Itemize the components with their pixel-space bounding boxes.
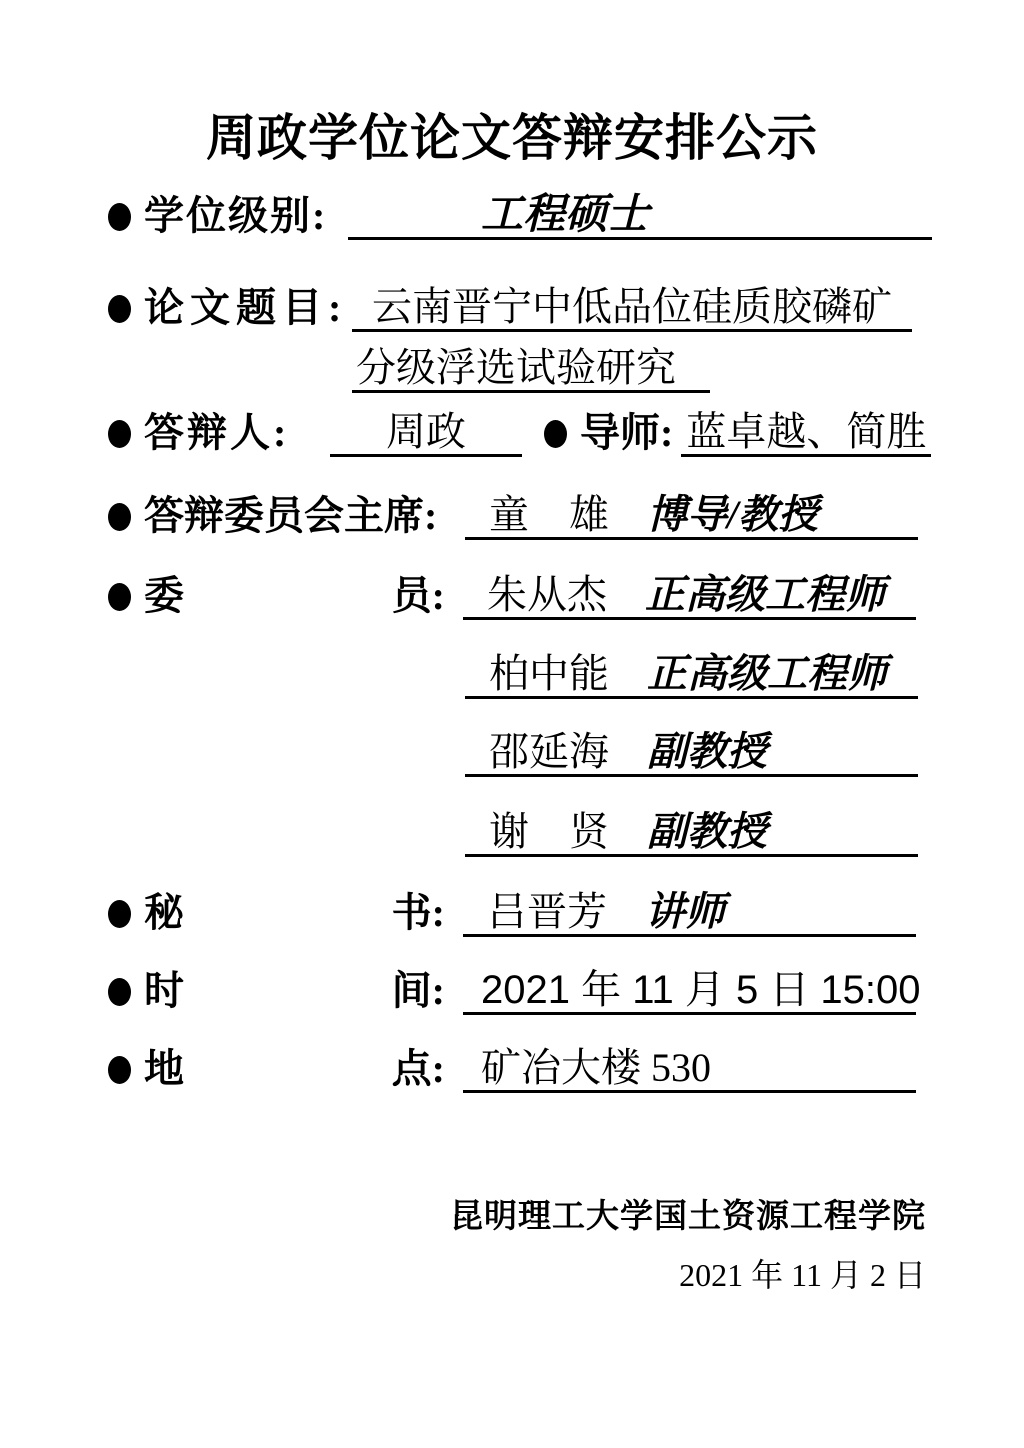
bullet-icon (108, 503, 131, 531)
bullet-icon (544, 420, 567, 448)
venue-label (144, 1045, 445, 1093)
field-thesis-title-continuation (352, 341, 710, 393)
degree-level-label: 学位级别: (144, 193, 328, 238)
committee-member-row (465, 805, 918, 857)
defender-value: 周政 (330, 405, 522, 457)
member-title: 副教授 (647, 729, 767, 774)
degree-level-value: 工程硕士 (348, 188, 932, 240)
field-time (108, 963, 921, 1015)
bullet-icon (108, 900, 131, 928)
secretary-name: 吕晋芳 (487, 889, 607, 934)
venue-label-first: 地 (144, 1046, 184, 1091)
committee-member-row (465, 647, 918, 699)
chair-name: 童 雄 (489, 492, 609, 537)
field-committee-member-2 (465, 647, 918, 699)
field-degree-level (108, 188, 932, 240)
field-committee-member-3 (465, 725, 918, 777)
member-title: 副教授 (647, 809, 767, 854)
field-committee-members (108, 568, 916, 620)
page-title: 周政学位论文答辩安排公示 (206, 110, 818, 166)
defender-label: 答辩人: (144, 410, 290, 455)
secretary-value (463, 885, 916, 937)
members-label-first: 委 (144, 573, 184, 618)
committee-members-label (144, 572, 445, 620)
thesis-title-line2: 分级浮选试验研究 (352, 341, 710, 393)
bullet-icon (108, 420, 131, 448)
secretary-label-first: 秘 (144, 890, 184, 935)
member-name: 朱从杰 (487, 572, 607, 617)
member-name: 柏中能 (489, 651, 609, 696)
thesis-title-line1: 云南晋宁中低品位硅质胶磷矿 (352, 280, 912, 332)
field-committee-chair (108, 488, 918, 540)
venue-value: 矿冶大楼 530 (463, 1041, 916, 1093)
thesis-title-label: 论文题目: (144, 285, 348, 330)
footer-date: 2021 年 11 月 2 日 (679, 1257, 926, 1293)
time-value: 2021 年 11 月 5 日 15:00 (463, 963, 916, 1015)
member-name: 谢 贤 (489, 809, 609, 854)
supervisor-label: 导师: (580, 410, 674, 455)
member-name: 邵延海 (489, 729, 609, 774)
secretary-label-last: 书: (391, 890, 445, 935)
committee-member-row (465, 725, 918, 777)
secretary-label (144, 889, 445, 937)
venue-label-last: 点: (391, 1046, 445, 1091)
bullet-icon (108, 1056, 131, 1084)
committee-member-row (463, 568, 916, 620)
field-thesis-title (108, 280, 912, 332)
supervisor-value: 蓝卓越、简胜 (681, 405, 931, 457)
bullet-icon (108, 295, 131, 323)
committee-chair-label: 答辩委员会主席: (144, 493, 438, 538)
time-label-first: 时 (144, 968, 184, 1013)
field-secretary (108, 885, 916, 937)
chair-title: 博导/教授 (647, 492, 819, 537)
footer-institution: 昆明理工大学国土资源工程学院 (450, 1199, 926, 1235)
time-label (144, 967, 445, 1015)
time-label-last: 间: (391, 968, 445, 1013)
secretary-title: 讲师 (645, 889, 725, 934)
field-venue (108, 1041, 916, 1093)
bullet-icon (108, 978, 131, 1006)
member-title: 正高级工程师 (647, 651, 887, 696)
committee-chair-value (465, 488, 918, 540)
field-defender-and-supervisor (108, 405, 931, 457)
members-label-last: 员: (391, 573, 445, 618)
field-committee-member-4 (465, 805, 918, 857)
bullet-icon (108, 583, 131, 611)
bullet-icon (108, 203, 131, 231)
member-title: 正高级工程师 (645, 572, 885, 617)
